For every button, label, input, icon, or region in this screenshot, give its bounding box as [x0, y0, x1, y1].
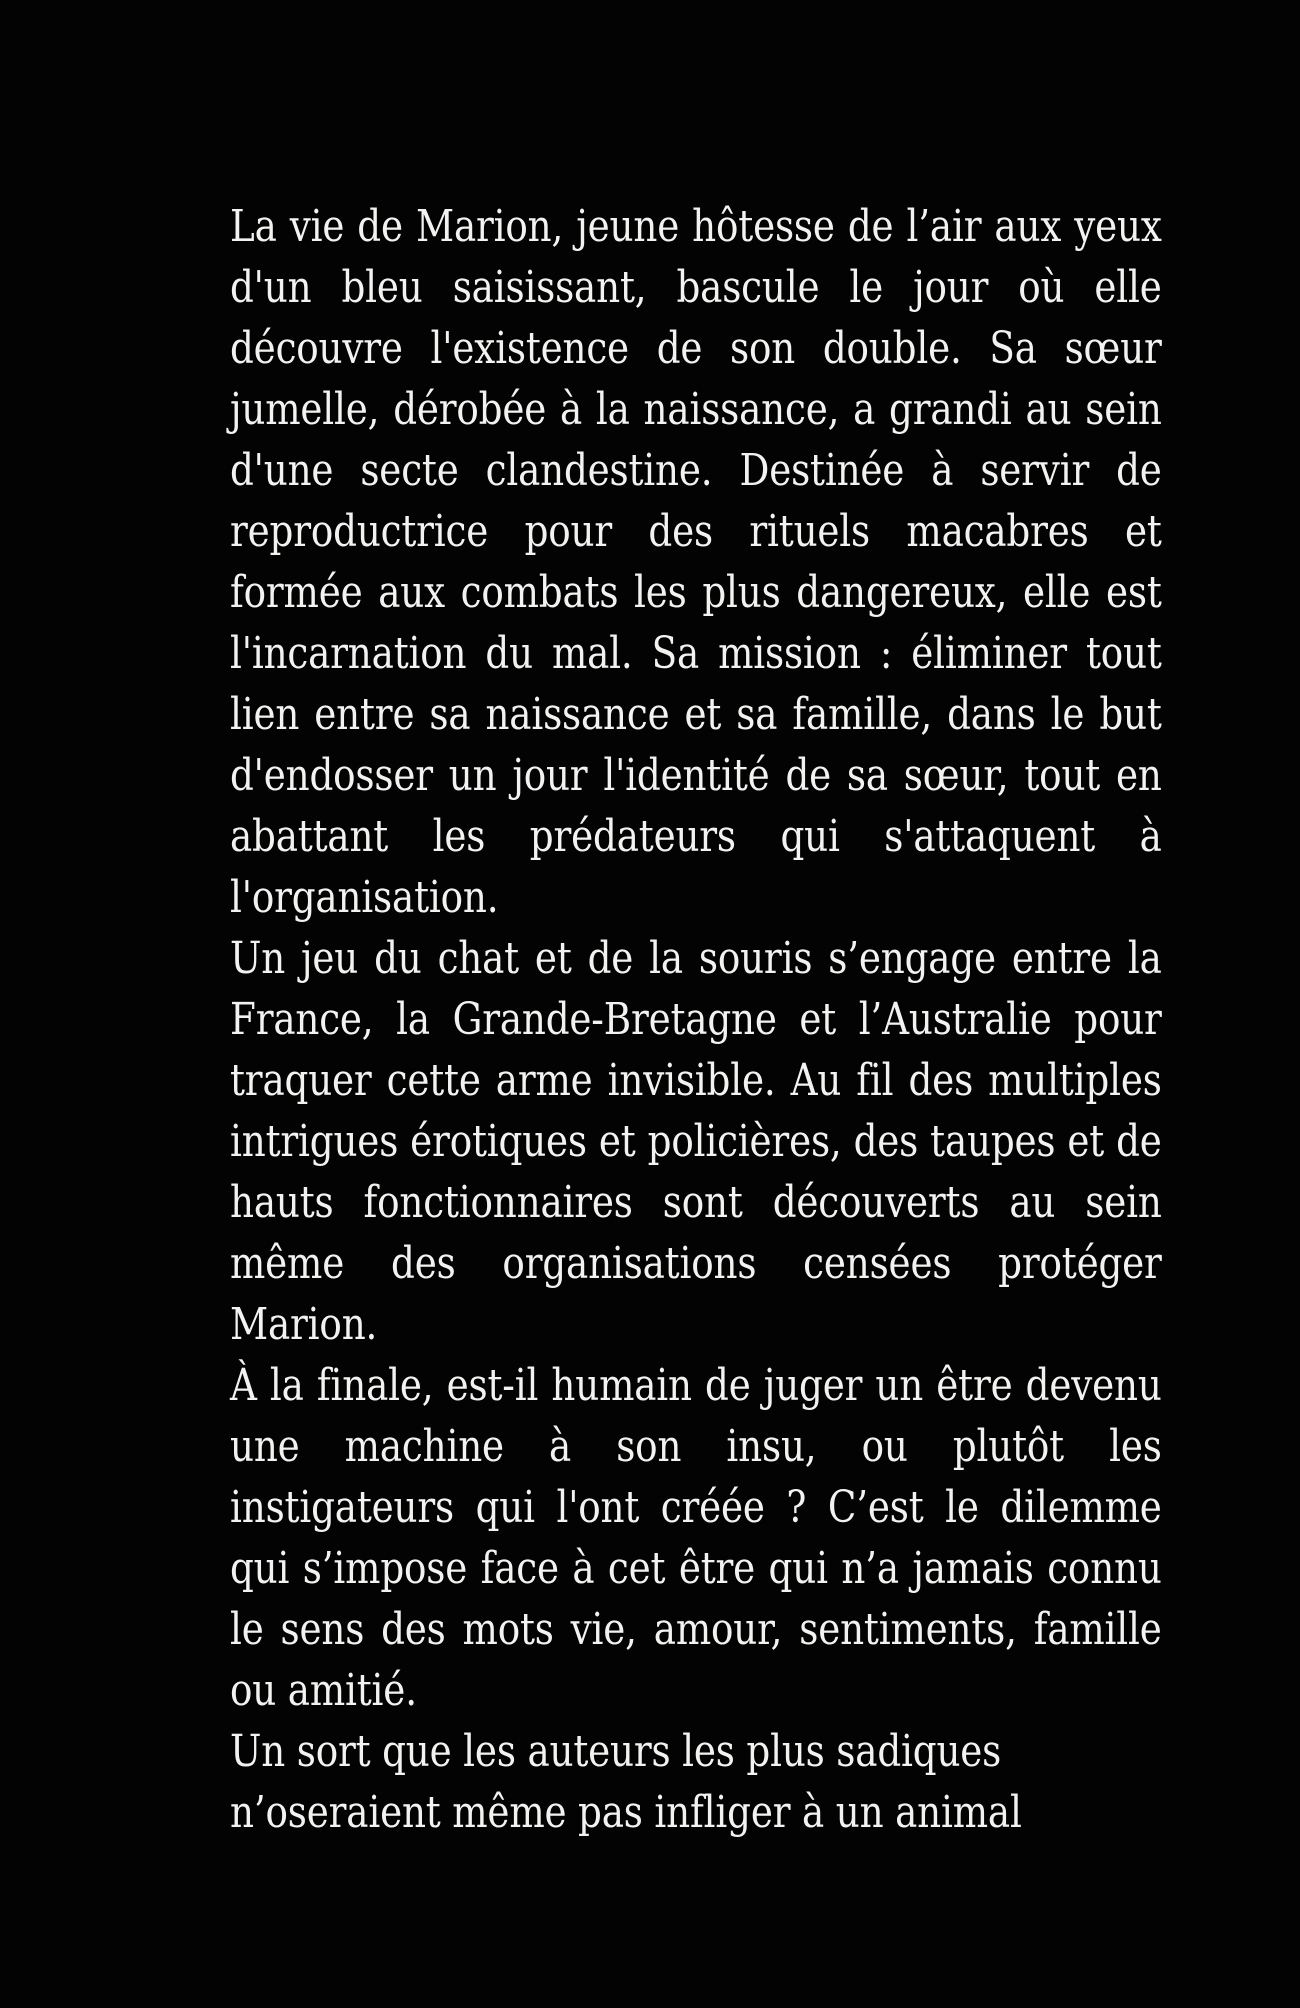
synopsis-paragraph-4: Un sort que les auteurs les plus sadiques n’oseraient même pas infliger à un animal [230, 1726, 1022, 1838]
synopsis-paragraph-2: Un jeu du chat et de la souris s’engage entre la France, la Grande-Bretagne et l’Australie pour traquer cette arme invisible. Au fil des multiples intrigues érotiques et policières, des taupes et de hauts fonctionnaires sont découverts au sein même des organisations censées protéger Marion. [230, 933, 1162, 1350]
synopsis-paragraph-1: La vie de Marion, jeune hôtesse de l’air aux yeux d'un bleu saisissant, bascule le jour où elle découvre l'existence de son double. Sa sœur jumelle, dérobée à la naissance, a grandi au sein d'une secte clandestine. Destinée à servir de reproductrice pour des rituels macabres et formée aux combats les plus dangereux, elle est l'incarnation du mal. Sa mission : éliminer tout lien entre sa naissance et sa famille, dans le but d'endosser un jour l'identité de sa sœur, tout en abattant les prédateurs qui s'attaquent à l'organisation. [230, 201, 1162, 923]
synopsis-paragraph-3: À la finale, est-il humain de juger un être devenu une machine à son insu, ou plutôt les instigateurs qui l'ont créée ? C’est le dilemme qui s’impose face à cet être qui n’a jamais connu le sens des mots vie, amour, sentiments, famille ou amitié. [230, 1360, 1162, 1716]
synopsis-text-block [230, 196, 1162, 1843]
